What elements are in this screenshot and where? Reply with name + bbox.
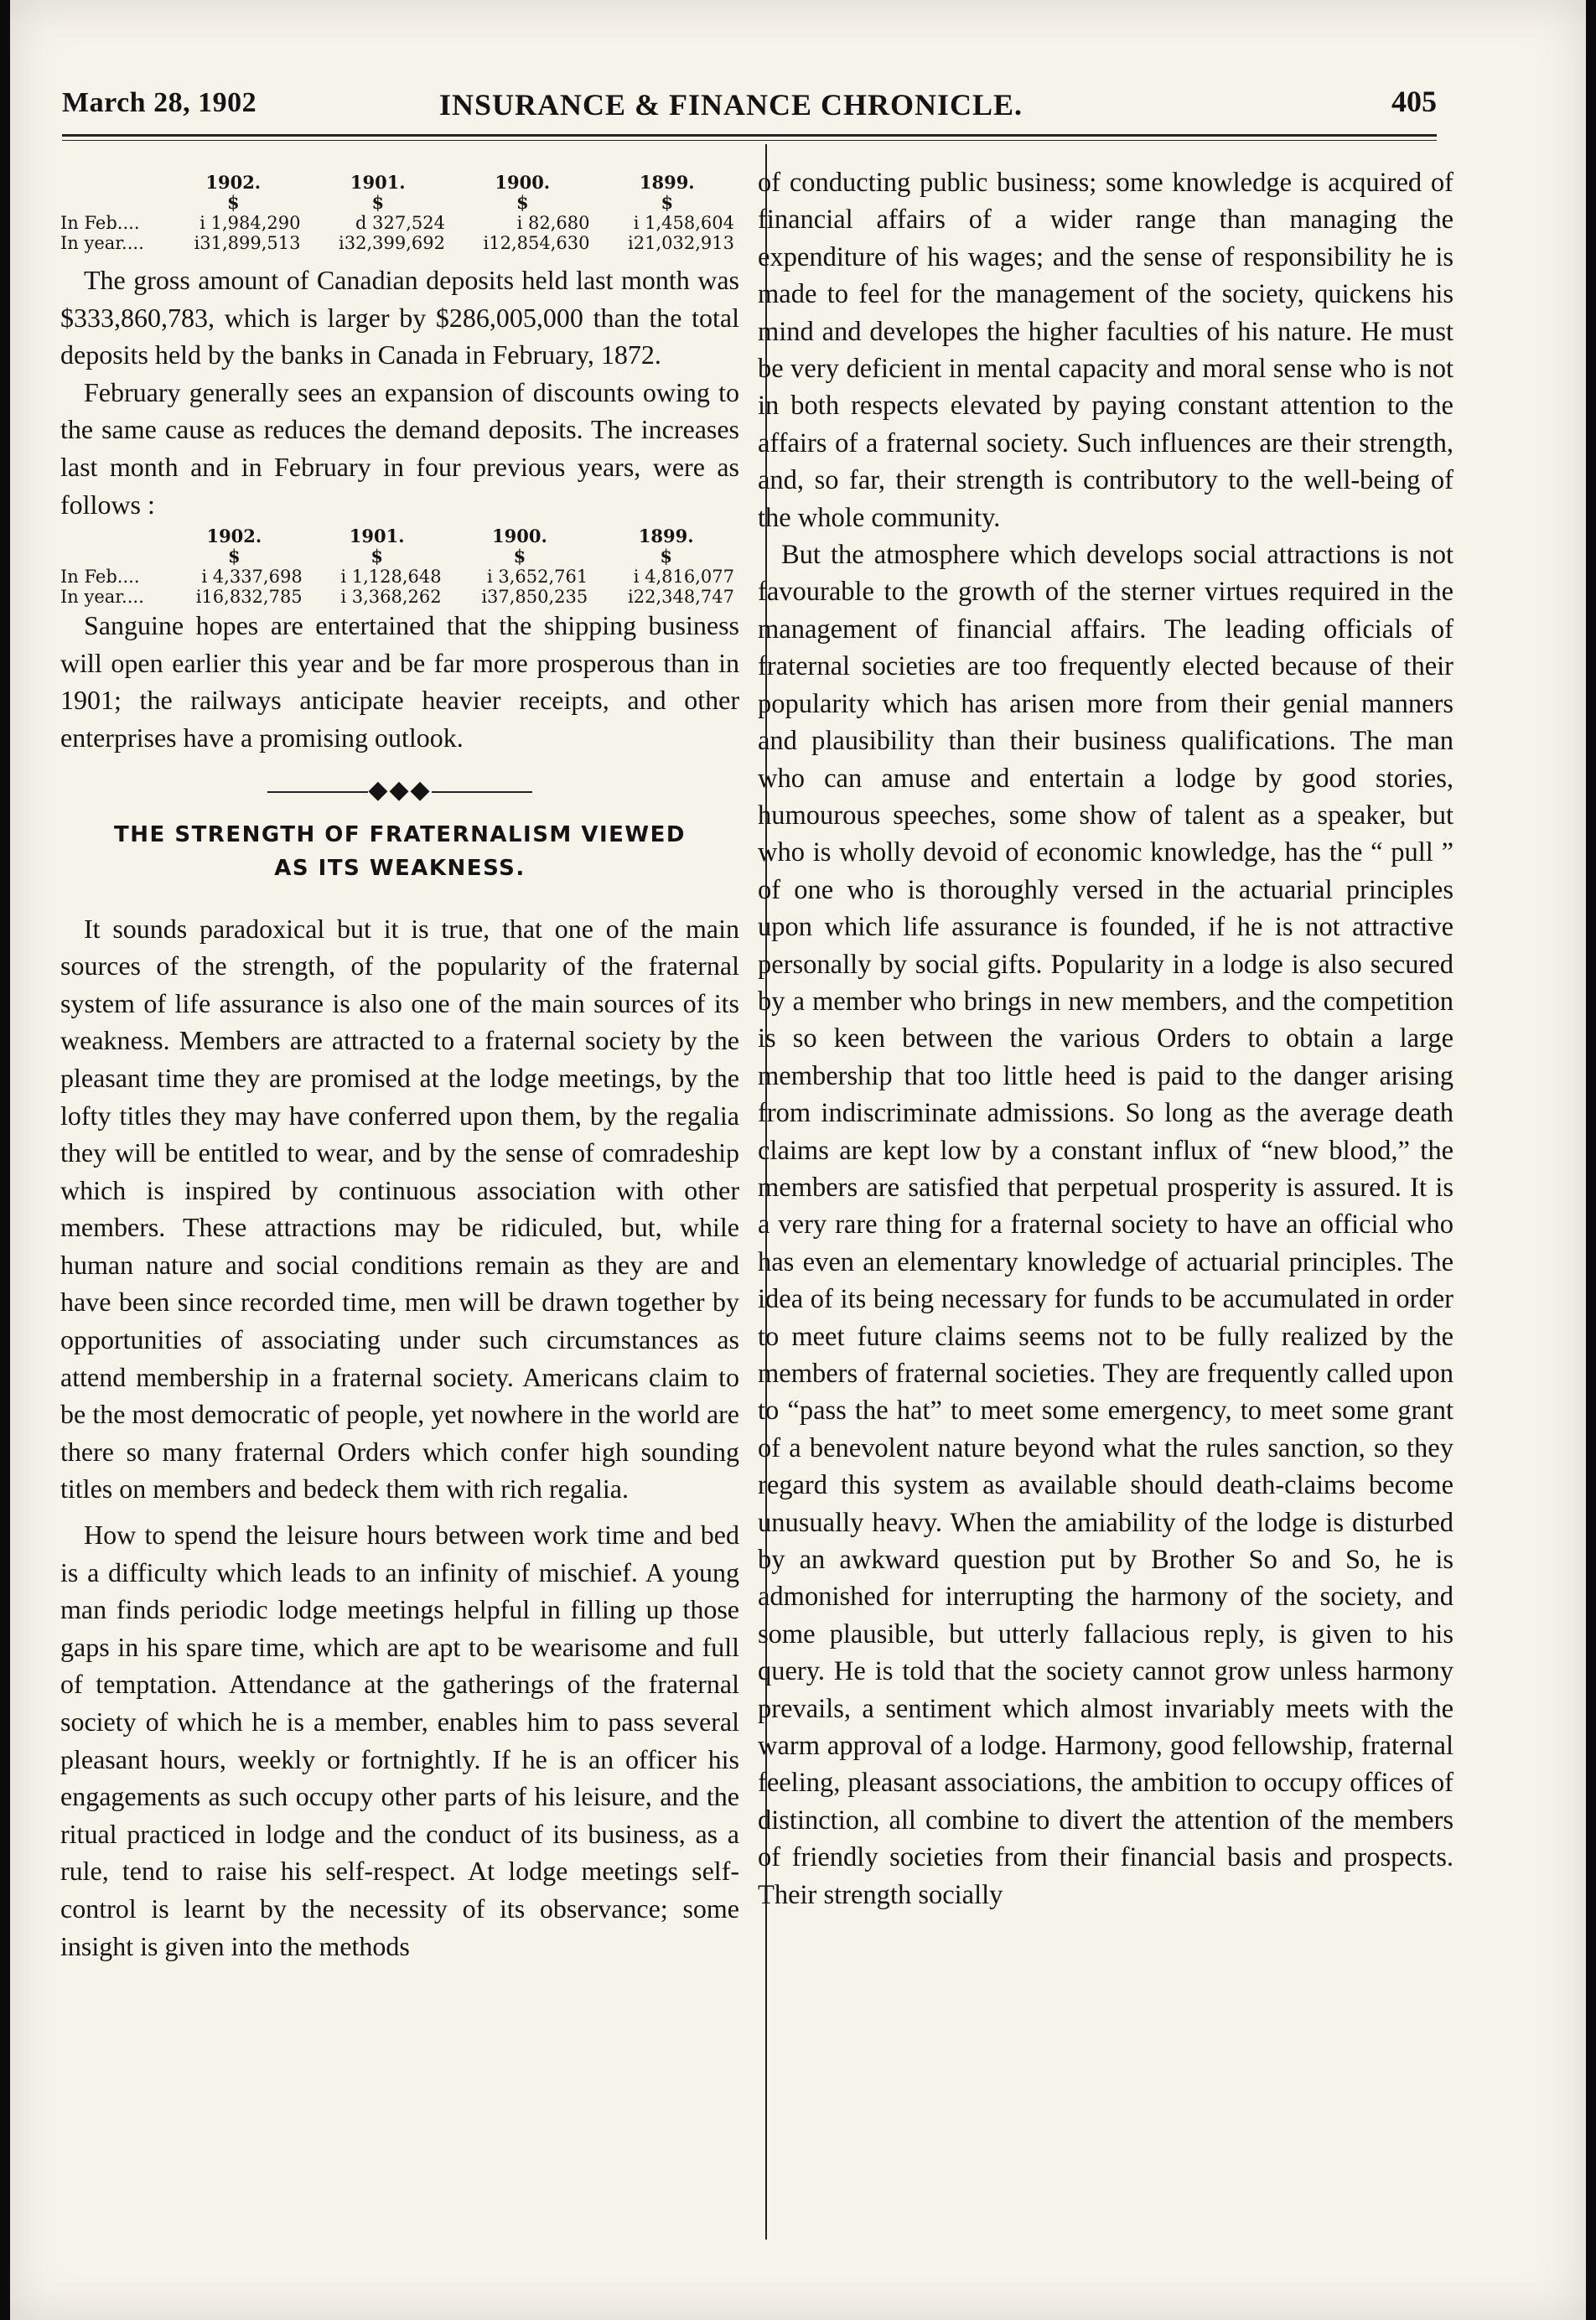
table-row xyxy=(60,213,739,233)
paragraph: of conducting public business; some knowledge is acquired of financial affairs of a wider range than managing the expenditure of his wages; and the sense of responsibility he is made to feel for the management of the society, quickens his mind and developes the higher faculties of his nature. He must be very deficient in mental capacity and moral sense who is not in both respects elevated by paying constant attention to the affairs of a fraternal society. Such influences are their strength, and, so far, their strength is contributory to the well-being of the whole community. xyxy=(758,168,1454,533)
discounts-table xyxy=(60,526,739,607)
table-cell: i32,399,692 xyxy=(339,233,445,253)
deposits-table xyxy=(60,173,739,253)
currency-symbol: $ xyxy=(371,192,385,213)
section-ornament: ◆◆◆ xyxy=(60,775,739,805)
paragraph: The gross amount of Canadian deposits held last month was $333,860,783, which is larger by $286,005,000 than the total deposits held by the banks in Canada in February, 1872. xyxy=(60,265,739,370)
paragraph: It sounds paradoxical but it is true, that one of the main sources of the strength, of the popularity of the fraternal system of life assurance is also one of the main sources of its weakness. Members are attracted to a fraternal society by the pleasant time they are promised at the lodge meetings, by the lofty titles they may have conferred upon them, by the regalia they will be entitled to wear, and by the sense of comradeship which is inspired by continuous association with other members. These attractions may be ridiculed, but, while human nature and social conditions remain as they are and have been since recorded time, men will be drawn together by opportunities of associating under such circumstances as attend membership in a fraternal society. Americans claim to be the most democratic of people, yet nowhere in the world are there so many fraternal Orders which confer high sounding titles on members and bedeck them with rich regalia. xyxy=(60,913,739,1504)
header-rule xyxy=(62,134,1437,141)
row-label: In year.... xyxy=(60,233,144,253)
table-row xyxy=(60,233,739,253)
year-header: 1901. xyxy=(349,526,405,547)
table-cell: i 4,337,698 xyxy=(201,567,303,588)
page-header xyxy=(62,87,1437,129)
year-header: 1902. xyxy=(205,172,262,193)
currency-symbol: $ xyxy=(228,546,241,567)
paragraph: How to spend the leisure hours between work time and bed is a difficulty which leads to an infinity of mischief. A young man finds periodic lodge meetings helpful in filling up those gaps in his spare time, which are apt to be wearisome and full of temptation. Attendance at the gatherings of the fraternal society of which he is a member, enables him to pass several pleasant hours, weekly or fortnightly. If he is an officer his engagements as such occupy other parts of his leisure, and the ritual practiced in lodge and the conduct of its business, as a rule, tend to raise his self-respect. At lodge meetings self-control is learnt by the necessity of its observance; some insight is given into the methods xyxy=(60,1520,739,1961)
year-header: 1899. xyxy=(639,172,695,193)
year-header: 1900. xyxy=(495,172,551,193)
left-column xyxy=(60,151,739,1965)
currency-symbol: $ xyxy=(370,546,383,567)
year-header: 1902. xyxy=(206,526,262,547)
table-cell: i12,854,630 xyxy=(483,233,590,253)
currency-symbol: $ xyxy=(226,192,240,213)
currency-symbol: $ xyxy=(513,546,526,567)
page-number: 405 xyxy=(1391,85,1437,118)
right-column xyxy=(758,164,1454,1913)
paragraph: February generally sees an expansion of discounts owing to the same cause as reduces the demand deposits. The increases last month and in February in four previous years, were as follows : xyxy=(60,376,739,520)
table-cell: i 1,984,290 xyxy=(200,213,301,233)
table-cell: i22,348,747 xyxy=(628,587,734,608)
table-cell: i31,899,513 xyxy=(194,233,301,253)
paragraph: Sanguine hopes are entertained that the shipping business will open earlier this year and be far more prosperous than in 1901; the railways anticipate heavier receipts, and other enterprises have a promising outlook. xyxy=(60,610,739,753)
row-label: In Feb.... xyxy=(60,567,140,588)
currency-symbol: $ xyxy=(660,546,672,567)
year-header: 1899. xyxy=(638,526,694,547)
table-cell: i21,032,913 xyxy=(628,233,734,253)
table-cell: i 82,680 xyxy=(516,213,590,233)
table-cell: i 3,368,262 xyxy=(340,587,442,608)
table-cell: i16,832,785 xyxy=(195,587,303,608)
table-row xyxy=(60,587,739,607)
table-cell: d 327,524 xyxy=(355,213,445,233)
currency-symbol: $ xyxy=(516,192,529,213)
table-cell: i 4,816,077 xyxy=(633,567,734,588)
section-title: THE STRENGTH OF FRATERNALISM VIEWED AS ITS WEAKNESS. xyxy=(114,821,686,881)
table-cell: i 1,128,648 xyxy=(340,567,442,588)
row-label: In year.... xyxy=(60,587,144,608)
paragraph: But the atmosphere which develops social attractions is not favourable to the growth of the sterner virtues required in the management of financial affairs. The leading officials of fraternal societies are too frequently elected because of their popularity which has arisen more from their genial manners and plausibility than their business qualifications. The man who can amuse and entertain a lodge by good stories, humourous speeches, some show of talent as a speaker, but who is wholly devoid of economic knowledge, has the “ pull ” of one who is thoroughly versed in the actuarial principles upon which life assurance is founded, if he is not attractive personally by social gifts. Popularity in a lodge is also secured by a member who brings in new members, and the competition is so keen between the various Orders to obtain a large membership that too little heed is paid to the danger arising from indiscriminate admissions. So long as the average death claims are kept low by a constant influx of “new blood,” the members are satisfied that perpetual prosperity is assured. It is a very rare thing for a fraternal society to have an official who has even an elementary knowledge of actuarial principles. The idea of its being necessary for funds to be accumulated in order to meet future claims seems not to be fully realized by the members of fraternal societies. They are frequently called upon to “pass the hat” to meet some emergency, to meet some grant of a benevolent nature beyond what the rules sanction, so they regard this system as available should death-claims become unusually heavy. When the amiability of the lodge is disturbed by an awkward question put by Brother So and So, he is admonished for interrupting the harmony of the society, and some plausible, but utterly fallacious reply, is given to his query. He is told that the society cannot grow unless harmony prevails, a sentiment which almost invariably meets with the warm approval of a lodge. Harmony, good fellowship, fraternal feeling, pleasant associations, the ambition to occupy offices of distinction, all combine to divert the attention of the members of friendly societies from their financial basis and prospects. Their strength socially xyxy=(758,540,1454,1910)
table-row xyxy=(60,567,739,587)
currency-symbol: $ xyxy=(661,192,674,213)
issue-date: March 28, 1902 xyxy=(62,87,257,118)
year-header: 1901. xyxy=(350,172,406,193)
row-label: In Feb.... xyxy=(60,213,140,233)
table-cell: i 1,458,604 xyxy=(633,213,734,233)
table-cell: i 3,652,761 xyxy=(487,567,588,588)
publication-title: INSURANCE & FINANCE CHRONICLE. xyxy=(439,88,1023,122)
page xyxy=(10,0,1586,2320)
table-cell: i37,850,235 xyxy=(481,587,588,608)
year-header: 1900. xyxy=(492,526,547,547)
